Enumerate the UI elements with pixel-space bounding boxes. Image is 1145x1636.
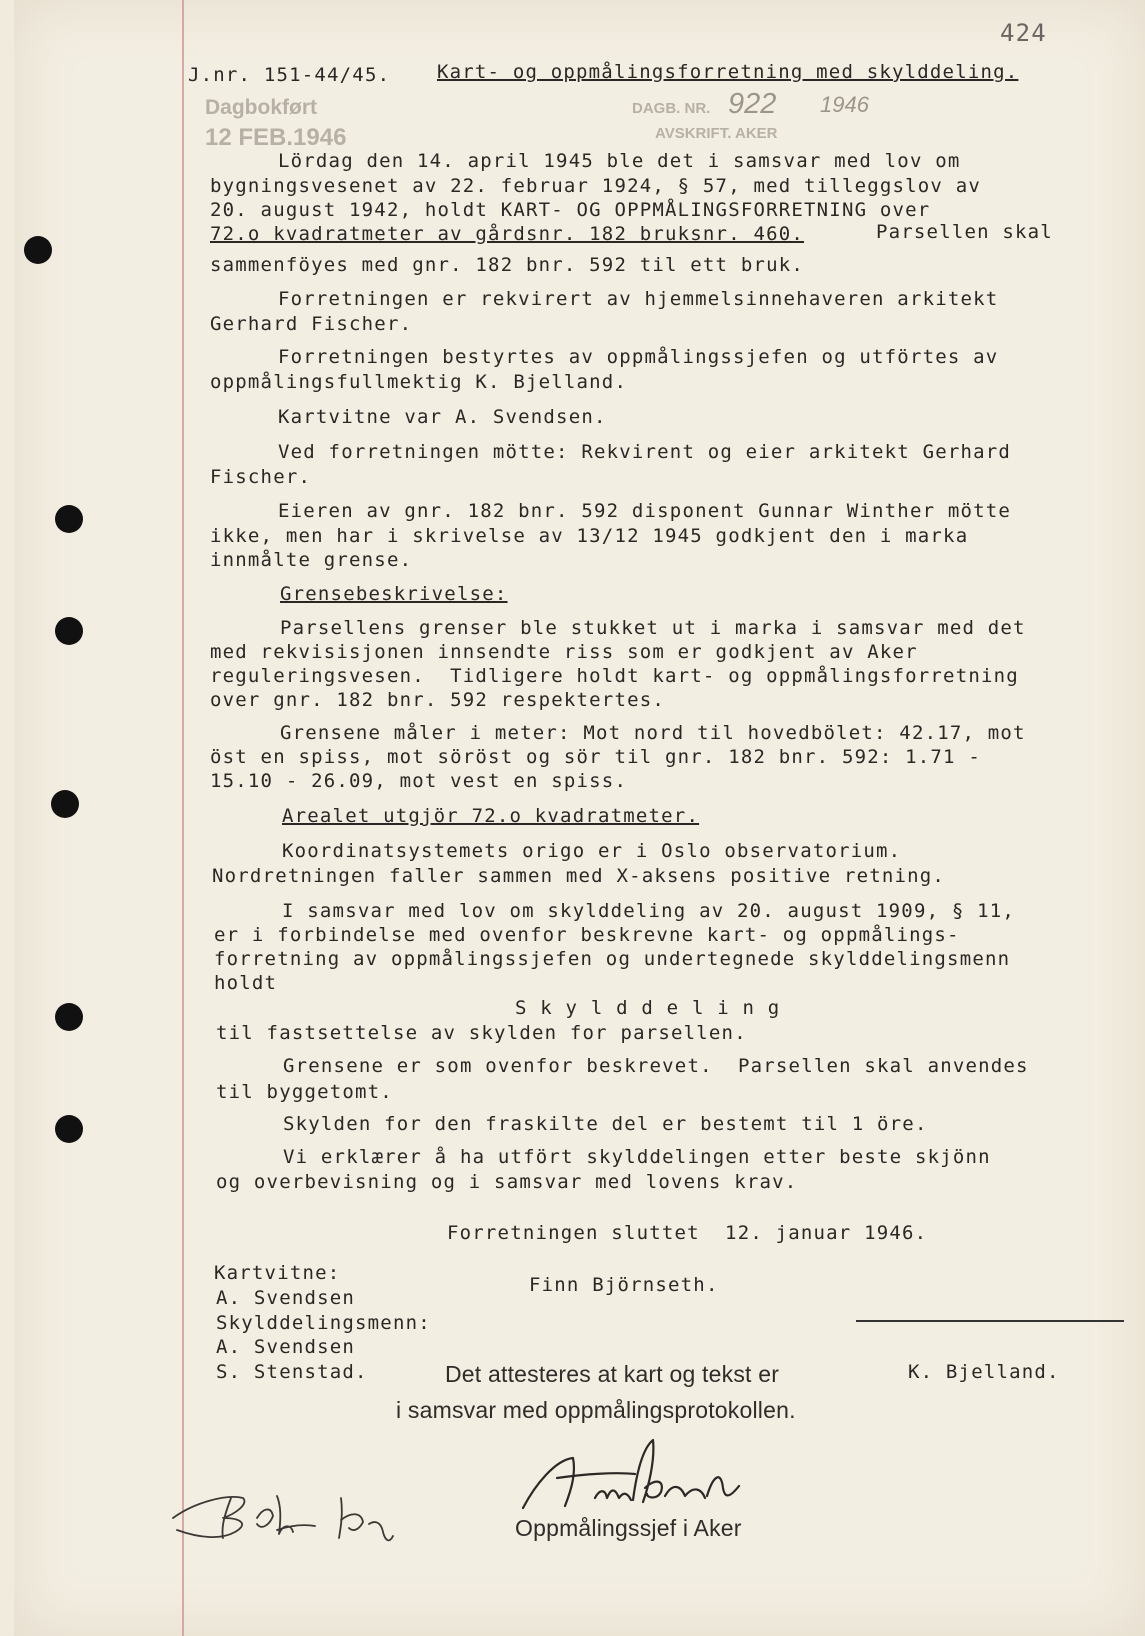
punch-hole <box>55 617 83 645</box>
body-line: 20. august 1942, holdt KART- OG OPPMÅLINGSFORRETNING over <box>210 199 931 221</box>
body-line: öst en spiss, mot söröst og sör til gnr. 182 bnr. 592: 1.71 - <box>210 746 981 768</box>
attestation-title: Oppmålingssjef i Aker <box>515 1515 742 1541</box>
attestation-line: Det attesteres at kart og tekst er <box>445 1361 780 1387</box>
page-number: 424 <box>1000 19 1047 47</box>
punch-hole <box>55 1003 83 1031</box>
kartvitne-label: Kartvitne: <box>214 1262 341 1284</box>
body-line: 72.o kvadratmeter av gårdsnr. 182 bruksnr. 460. <box>210 223 805 245</box>
body-line: Fischer. <box>210 466 312 488</box>
body-line: reguleringsvesen. Tidligere holdt kart- og oppmålingsforretning <box>210 665 1019 687</box>
skylddelingsmann-name: S. Stenstad. <box>216 1361 368 1383</box>
initials-signature <box>165 1478 425 1553</box>
body-line: 15.10 - 26.09, mot vest en spiss. <box>210 770 628 792</box>
body-line: ikke, men har i skrivelse av 13/12 1945 godkjent den i marka <box>210 525 969 547</box>
body-line: til byggetomt. <box>216 1081 393 1103</box>
body-line: er i forbindelse med ovenfor beskrevne kart- og oppmålings- <box>214 924 960 946</box>
body-line: Kartvitne var A. Svendsen. <box>278 406 607 428</box>
body-line: I samsvar med lov om skylddeling av 20. august 1909, § 11, <box>282 900 1016 922</box>
chief-signature <box>515 1430 755 1520</box>
body-line: sammenföyes med gnr. 182 bnr. 592 til ett bruk. <box>210 254 805 276</box>
body-line: Forretningen bestyrtes av oppmålingssjefen og utförtes av <box>278 346 999 368</box>
body-line: Skylden for den fraskilte del er bestemt til 1 öre. <box>283 1113 928 1135</box>
skylddelingsmann-name: A. Svendsen <box>216 1336 356 1358</box>
body-line: over gnr. 182 bnr. 592 respektertes. <box>210 689 666 711</box>
body-line: Lördag den 14. april 1945 ble det i samsvar med lov om <box>278 150 961 172</box>
avskrift-stamp: AVSKRIFT. AKER <box>655 125 778 142</box>
bjelland-name: K. Bjelland. <box>908 1361 1060 1383</box>
document-title: Kart- og oppmålingsforretning med skylddeling. <box>437 61 1019 83</box>
dagb-nr-stamp: DAGB. NR. <box>632 100 711 117</box>
kartvitne-name: A. Svendsen <box>216 1287 356 1309</box>
punch-hole <box>55 1115 83 1143</box>
attestation-line: i samsvar med oppmålingsprotokollen. <box>396 1397 796 1423</box>
closing-line: Forretningen sluttet 12. januar 1946. <box>447 1222 928 1244</box>
body-line: oppmålingsfullmektig K. Bjelland. <box>210 371 628 393</box>
body-line: Forretningen er rekvirert av hjemmelsinnehaveren arkitekt <box>278 288 999 310</box>
chief-name: Finn Björnseth. <box>529 1274 719 1296</box>
margin-line <box>182 0 184 1636</box>
dagbokfort-stamp: Dagbokført <box>205 96 317 119</box>
body-line: forretning av oppmålingssjefen og undertegnede skylddelingsmenn <box>214 948 1011 970</box>
punch-hole <box>24 236 52 264</box>
dagb-nr-year: 1946 <box>820 92 869 117</box>
body-line: Eieren av gnr. 182 bnr. 592 disponent Gunnar Winther mötte <box>278 500 1012 522</box>
body-line: holdt <box>214 972 278 994</box>
journal-number: J.nr. 151-44/45. <box>188 64 391 86</box>
body-line: Gerhard Fischer. <box>210 313 413 335</box>
body-line: Vi erklærer å ha utfört skylddelingen etter beste skjönn <box>283 1146 991 1168</box>
section-heading: Grensebeskrivelse: <box>280 583 508 605</box>
body-line: Parsellens grenser ble stukket ut i marka i samsvar med det <box>280 617 1026 639</box>
dagb-nr-value: 922 <box>728 88 777 120</box>
body-line: Grensene måler i meter: Mot nord til hovedbölet: 42.17, mot <box>280 722 1026 744</box>
body-line: og overbevisning og i samsvar med lovens krav. <box>216 1171 798 1193</box>
body-line: Ved forretningen mötte: Rekvirent og eier arkitekt Gerhard <box>278 441 1012 463</box>
body-line: Koordinatsystemets origo er i Oslo observatorium. <box>282 840 902 862</box>
skylddeling-heading: S k y l d d e l i n g <box>515 997 781 1019</box>
section-heading: Arealet utgjör 72.o kvadratmeter. <box>282 805 700 827</box>
body-line: Grensene er som ovenfor beskrevet. Parsellen skal anvendes <box>283 1055 1029 1077</box>
dagbokfort-date-stamp: 12 FEB.1946 <box>205 124 347 151</box>
body-line: med rekvisisjonen innsendte riss som er godkjent av Aker <box>210 641 918 663</box>
body-line: bygningsvesenet av 22. februar 1924, § 57, med tilleggslov av <box>210 175 981 197</box>
punch-hole <box>55 505 83 533</box>
body-line: Parsellen skal <box>876 221 1053 243</box>
skylddelingsmenn-label: Skylddelingsmenn: <box>216 1312 431 1334</box>
signature-line <box>856 1320 1124 1322</box>
body-line: innmålte grense. <box>210 549 413 571</box>
body-line: Nordretningen faller sammen med X-aksens positive retning. <box>212 865 946 887</box>
punch-hole <box>51 790 79 818</box>
body-line: til fastsettelse av skylden for parsellen. <box>216 1022 747 1044</box>
